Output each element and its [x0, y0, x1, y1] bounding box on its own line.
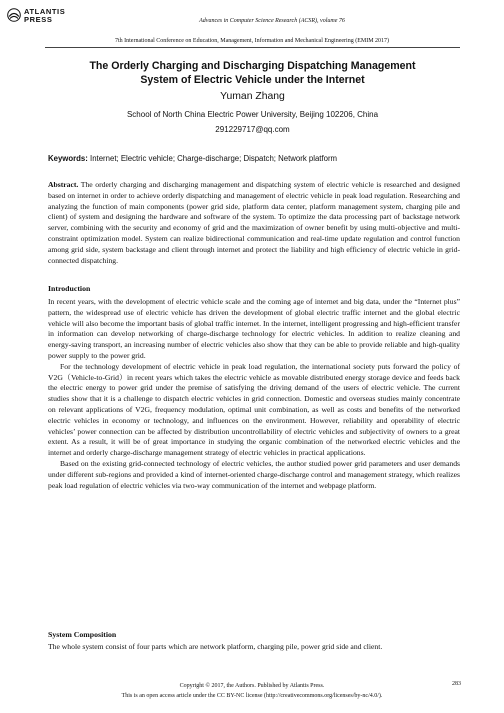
author-affiliation: School of North China Electric Power University, Beijing 102206, China — [126, 110, 379, 119]
header-rule — [45, 47, 460, 48]
intro-paragraph-3: Based on the existing grid-connected technology of electric vehicles, the author studied power grid parameters and user demands under different sub-regions and provided a kind of internet-oriented charge-discharge control and management strategy, which realizes peak load regulation of electric vehicles via two-way communication of the internet and webpage platform. — [48, 458, 460, 490]
abstract-text: The orderly charging and discharging management and dispatching system of electric vehicle is researched and designed based on internet in order to achieve orderly dispatching and management of electric vehicle in peak load regulation. Researching and analyzing the function of main components (power grid side, platform data center, platform management system, charging pile and client) of system and designing the hardware and software of the system. To optimize the data processing part of backstage network server, combining with the security and economy of grid and the maximization of owner benefit by using multi-objective and multi-constraint optimization model. System can realize bidirectional communication and real-time update regulation and control function among grid side, system backstage and client through internet and protect the liability and high efficiency of electric vehicle in grid-connected dispatching. — [48, 180, 460, 265]
conference-header: 7th International Conference on Education, Management, Information and Mechanical Engineering (EMIM 2017) — [114, 38, 390, 44]
keywords — [48, 154, 460, 164]
author-name: Yuman Zhang — [220, 91, 285, 102]
abstract-label: Abstract. — [48, 180, 79, 189]
author-email: 291229717@qq.com — [215, 125, 290, 134]
footer-license: This is an open access article under the CC BY-NC license (http://creativecommons.org/licenses/by-nc/4.0/). — [121, 693, 383, 699]
paper-title — [45, 60, 460, 87]
introduction-body — [48, 297, 460, 491]
keywords-text: Internet; Electric vehicle; Charge-discharge; Dispatch; Network platform — [90, 154, 338, 163]
title-line-2: System of Electric Vehicle under the Internet — [140, 73, 365, 86]
intro-paragraph-1: In recent years, with the development of electric vehicle scale and the coming age of internet and big data, under the “Internet plus” pattern, the widespread use of electric vehicle has driven the development of global electric traffic internet and the global electric vehicle will also become the important basis of global traffic internet. In the internet, intelligent progressing and high-efficient transfer in information can develop networking of charge-discharge technology for electric vehicles. In addition to realize cleaning and energy-saving transport, an increasing number of electric vehicles also show that they can be able to provide reliable and high-quality power supply to the power grid. — [48, 297, 460, 360]
series-header: Advances in Computer Science Research (ACSR), volume 76 — [199, 18, 345, 24]
system-composition-body — [48, 642, 460, 653]
footer-copyright: Copyright © 2017, the Authors. Published by Atlantis Press. — [179, 683, 325, 689]
intro-paragraph-2: For the technology development of electric vehicle in peak load regulation, the international society puts forward the policy of V2G（Vehicle-to-Grid）in recent years which takes the electric vehicle as movable distributed energy storage device and feeds back the electric energy to power grid under the premise of satisfying the driving demand of the users of electric vehicle. The current studies show that it is a challenge to dispatch electric vehicles in grid connection. Domestic and overseas studies mainly concentrate on relevant applications of V2G, frequency modulation, optimal unit combination, as well as costs and benefits of the networked electric vehicles in economy or technology, and influences on the environment. However, reliability and operability of electric vehicles’ power connection can be affected by distribution uncontrollability of electric vehicles and subjectivity of owners to a great extent. As a result, it will be of great importance in studying the organic combination of the networked electric vehicles and the internet and orderly charge-discharge management strategy of electric vehicles in practical applications. — [48, 361, 460, 458]
title-line-1: The Orderly Charging and Discharging Dispatching Management — [89, 60, 416, 72]
publisher-logo-line1: ATLANTIS — [24, 7, 66, 16]
publisher-logo-line2: PRESS — [24, 15, 53, 24]
system-paragraph-1: The whole system consist of four parts which are network platform, charging pile, power grid side and client. — [48, 642, 383, 651]
abstract — [48, 180, 460, 266]
section-heading-system-composition: System Composition — [48, 630, 117, 639]
keywords-label: Keywords: — [48, 154, 88, 163]
atlantis-press-logo-icon — [7, 8, 21, 22]
section-heading-introduction: Introduction — [48, 284, 91, 293]
page-number: 283 — [452, 681, 461, 687]
